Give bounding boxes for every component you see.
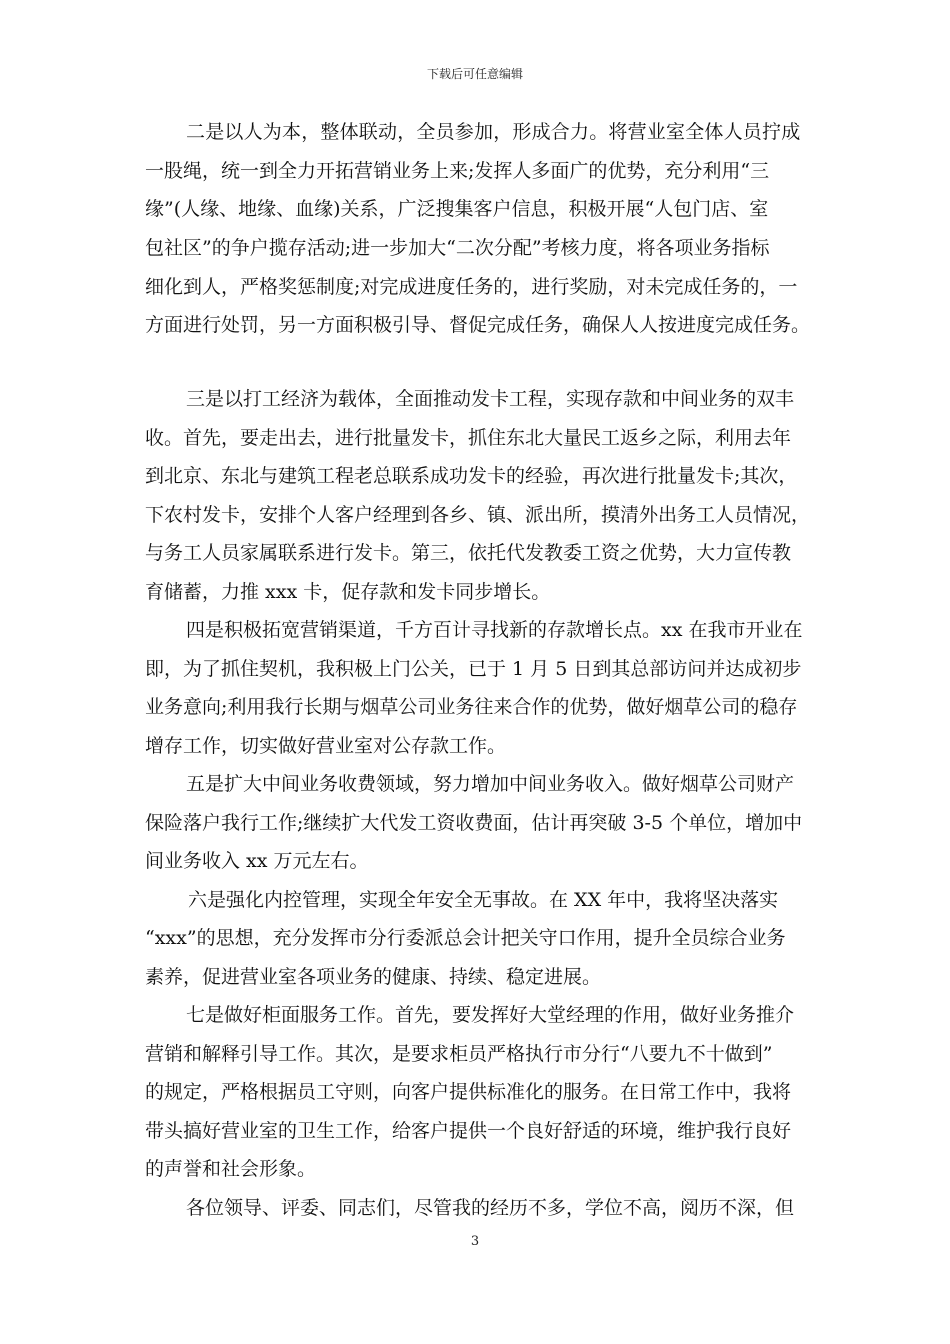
text-line: 保险落户我行工作;继续扩大代发工资收费面，估计再突破 3-5 个单位，增加中 [145,812,803,834]
text-line: 即，为了抓住契机，我积极上门公关，已于 1 月 5 日到其总部访问并达成初步 [145,658,802,680]
text-line: 二是以人为本，整体联动，全员参加，形成合力。将营业室全体人员拧成 [186,121,801,143]
text-line: 到北京、东北与建筑工程老总联系成功发卡的经验，再次进行批量发卡;其次， [145,465,798,487]
text-line: 一股绳，统一到全力开拓营销业务上来;发挥人多面广的优势，充分利用“三 [145,160,770,182]
text-line: 间业务收入 xx 万元左右。 [145,850,369,872]
text-line: 素养，促进营业室各项业务的健康、持续、稳定进展。 [145,966,602,988]
text-line: 下农村发卡，安排个人客户经理到各乡、镇、派出所，摸清外出务工人员情况， [145,504,811,526]
text-line: 缘”(人缘、地缘、血缘)关系，广泛搜集客户信息，积极开展“人包门店、室 [145,198,769,220]
text-line: 收。首先，要走出去，进行批量发卡，抓住东北大量民工返乡之际，利用去年 [145,427,792,449]
text-line: 的声誉和社会形象。 [145,1158,317,1180]
text-line: 业务意向;利用我行长期与烟草公司业务往来合作的优势，做好烟草公司的稳存 [145,696,798,718]
text-line: 四是积极拓宽营销渠道，千方百计寻找新的存款增长点。xx 在我市开业在 [186,619,803,641]
page-header: 下载后可任意编辑 [426,67,523,81]
text-line: 育储蓄，力推 xxx 卡，促存款和发卡同步增长。 [145,581,551,603]
text-line: 六是强化内控管理，实现全年安全无事故。在 XX 年中，我将坚决落实 [188,889,779,911]
text-line: 营销和解释引导工作。其次，是要求柜员严格执行市分行“八要九不十做到” [145,1043,773,1065]
text-line: “xxx”的思想，充分发挥市分行委派总会计把关守口作用，提升全员综合业务 [145,927,786,949]
text-line: 带头搞好营业室的卫生工作，给客户提供一个良好舒适的环境，维护我行良好 [145,1120,792,1142]
text-line: 包社区”的争户揽存活动;进一步加大“二次分配”考核力度，将各项业务指标 [145,237,770,259]
text-line: 的规定，严格根据员工守则，向客户提供标准化的服务。在日常工作中，我将 [145,1081,792,1103]
text-line: 五是扩大中间业务收费领域，努力增加中间业务收入。做好烟草公司财产 [186,773,795,795]
text-line: 七是做好柜面服务工作。首先，要发挥好大堂经理的作用，做好业务推介 [186,1004,795,1026]
text-line: 增存工作，切实做好营业室对公存款工作。 [145,735,507,757]
text-line: 与务工人员家属联系进行发卡。第三，依托代发教委工资之优势，大力宣传教 [145,542,792,564]
text-line: 方面进行处罚，另一方面积极引导、督促完成任务，确保人人按进度完成任务。 [145,314,811,336]
text-line: 各位领导、评委、同志们，尽管我的经历不多，学位不高，阅历不深，但 [186,1197,795,1219]
page-number: 3 [470,1234,480,1249]
text-line: 细化到人，严格奖惩制度;对完成进度任务的，进行奖励，对未完成任务的，一 [145,276,798,298]
text-line: 三是以打工经济为载体，全面推动发卡工程，实现存款和中间业务的双丰 [186,388,795,410]
